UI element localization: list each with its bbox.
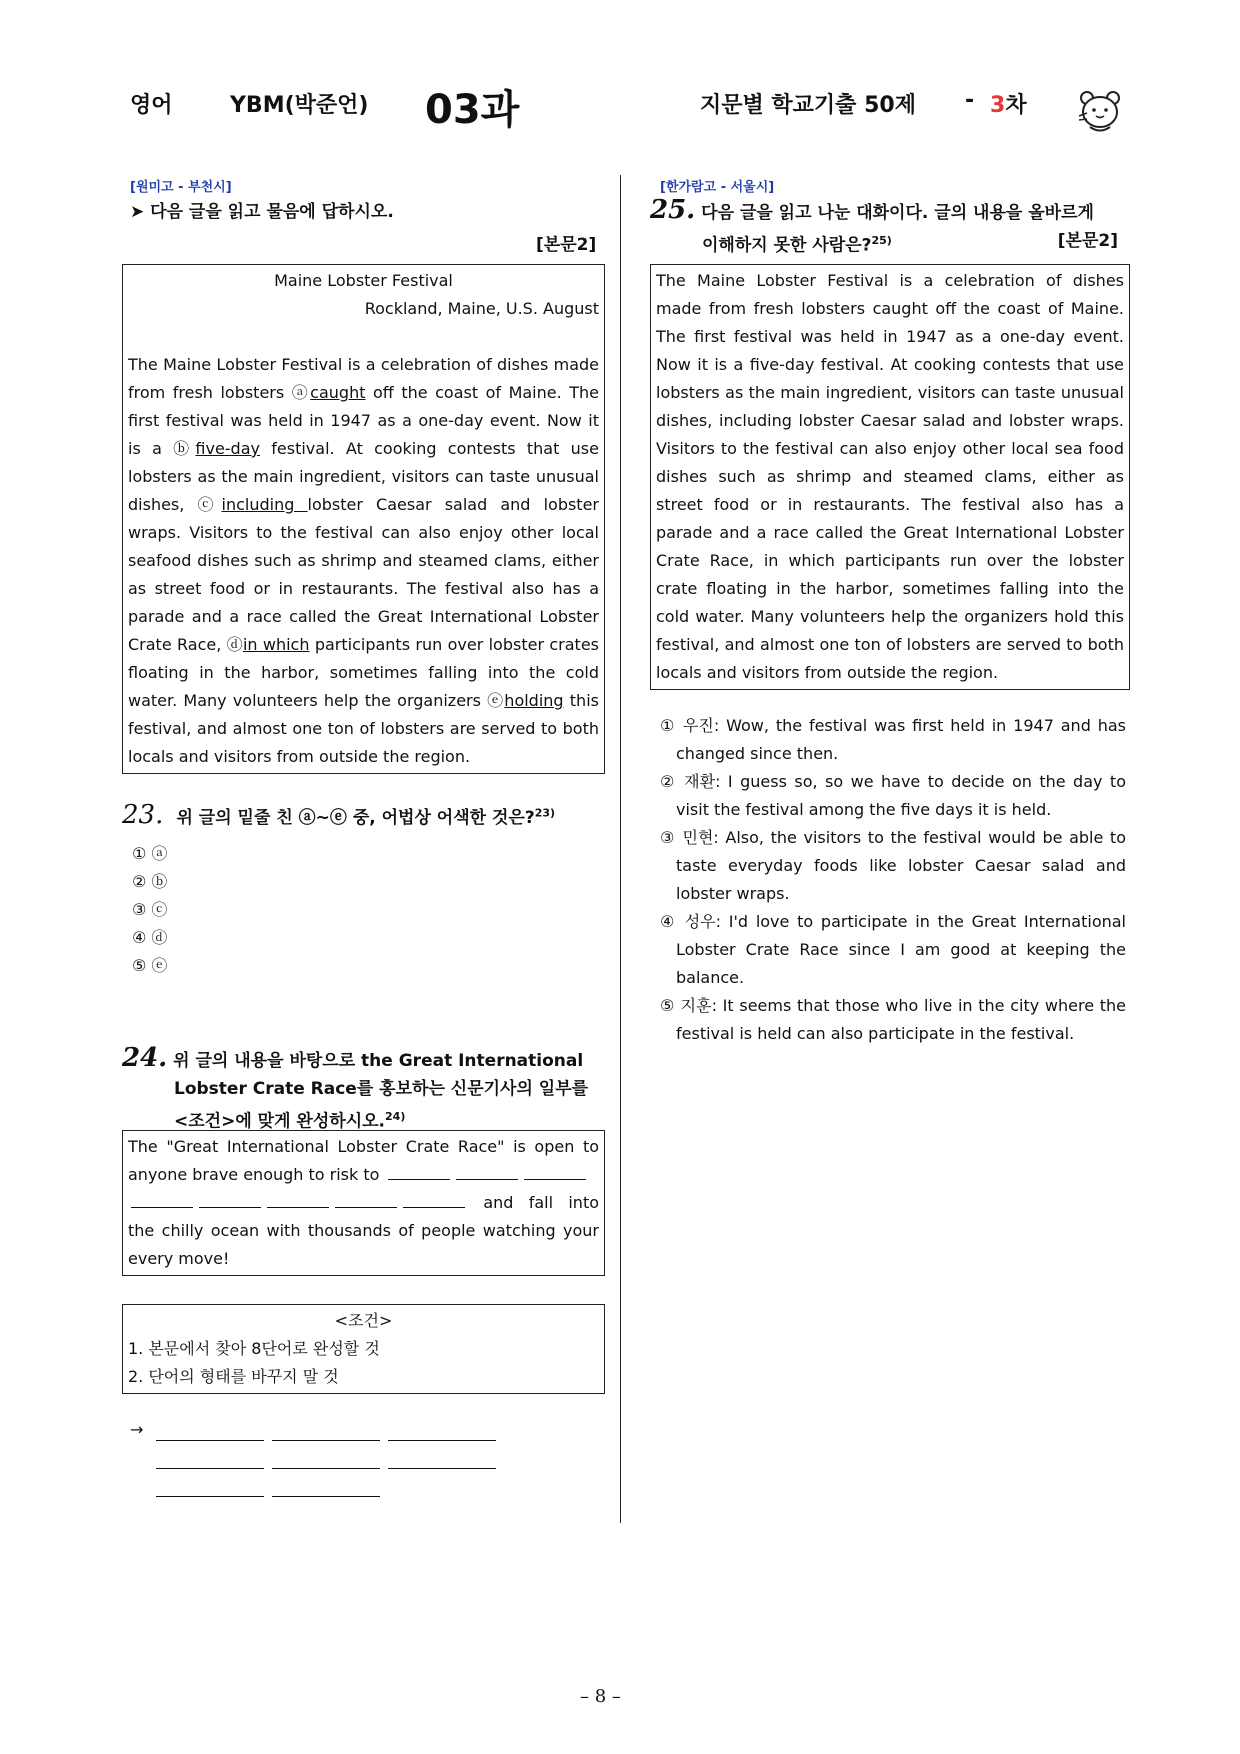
q25-option-2[interactable]: ② 재환: I guess so, so we have to decide on the day to visit the festival among the five days it is held. bbox=[660, 772, 1126, 819]
passage-body bbox=[128, 351, 599, 771]
blank-6[interactable] bbox=[267, 1193, 329, 1208]
condition-2: 2. 단어의 형태를 바꾸지 말 것 bbox=[128, 1367, 339, 1386]
q23-number: 23. bbox=[122, 800, 164, 830]
right-passage-box bbox=[650, 264, 1130, 690]
q25-option-3[interactable]: ③ 민현: Also, the visitors to the festival would be able to taste everyday foods like lobster Caesar salad and lobster wraps. bbox=[660, 828, 1126, 903]
answer-line-4[interactable] bbox=[156, 1452, 264, 1469]
conditions-title: <조건> bbox=[334, 1311, 393, 1330]
question-23 bbox=[122, 800, 555, 832]
blank-2[interactable] bbox=[456, 1165, 518, 1180]
subject-label: 영어 bbox=[130, 93, 173, 118]
q25-line-1 bbox=[650, 196, 1128, 227]
page-number: – 8 – bbox=[580, 1686, 621, 1707]
q24-article-box bbox=[122, 1130, 605, 1276]
underlined-c: including bbox=[221, 495, 308, 514]
q24-article-line-2 bbox=[128, 1189, 599, 1273]
right-passage-text: The Maine Lobster Festival is a celebration of dishes made from fresh lobsters caught off the coast of Maine. The first festival was held in 1947 as a one-day event. Now it is a five-day festival. At cooking contests that use lobsters as the main ingredient, visitors can taste unusual dishes, including lobster Caesar salad and lobster wraps. Visitors to the festival can also enjoy other local sea food dishes such as shrimp and steamed clams, either as street food or in restaurants. The festival also has a parade and a race called the Great International Lobster Crate Race, in which participants run over the lobster crate floating in the harbor, sometimes falling into the cold water. Many volunteers help the organizers hold this festival, and almost one ton of lobsters are served to both locals and visitors from outside the region. bbox=[656, 271, 1124, 682]
q24-conditions-box bbox=[122, 1304, 605, 1394]
answer-line-7[interactable] bbox=[156, 1480, 264, 1497]
q25-option-4[interactable]: ④ 성우: I'd love to participate in the Great International Lobster Crate Race since I am good at keeping the balance. bbox=[660, 912, 1126, 987]
q24-footnote: 24) bbox=[385, 1110, 406, 1123]
underlined-b: five-day bbox=[195, 439, 260, 458]
q24-answer-arrow: → bbox=[130, 1420, 144, 1439]
blank-5[interactable] bbox=[199, 1193, 261, 1208]
passage-text-3: festival. At cooking contests that use lobsters as the main ingredient, visitors can taste unusual dishes, bbox=[128, 439, 599, 514]
answer-line-2[interactable] bbox=[272, 1424, 380, 1441]
title-dash: - bbox=[965, 88, 975, 113]
lesson-title: 03과 bbox=[425, 87, 520, 133]
q25-option-1[interactable]: ① 우진: Wow, the festival was first held in 1947 and has changed since then. bbox=[660, 716, 1126, 763]
q23-text: 위 글의 밑줄 친 ⓐ~ⓔ 중, 어법상 어색한 것은? bbox=[176, 808, 535, 828]
mark-b: ⓑ bbox=[173, 439, 196, 458]
q24-text-2: Lobster Crate Race를 홍보하는 신문기사의 일부를 bbox=[174, 1079, 589, 1099]
q23-footnote: 23) bbox=[534, 806, 556, 820]
publisher-label: YBM(박준언) bbox=[230, 93, 369, 118]
answer-line-3[interactable] bbox=[388, 1424, 496, 1441]
round-number: 3 bbox=[990, 93, 1006, 118]
q23-choice-2[interactable]: ② ⓑ bbox=[132, 872, 168, 891]
answer-line-5[interactable] bbox=[272, 1452, 380, 1469]
column-divider bbox=[620, 175, 621, 1523]
condition-1: 1. 본문에서 찾아 8단어로 완성할 것 bbox=[128, 1339, 380, 1358]
mark-a: ⓐ bbox=[291, 383, 311, 402]
answer-line-6[interactable] bbox=[388, 1452, 496, 1469]
passage-text-2: off the coast of Maine. The first festival was held in 1947 as a one-day event. Now it is a bbox=[128, 383, 599, 458]
passage-place: Rockland, Maine, U.S. August bbox=[364, 299, 599, 318]
blank-1[interactable] bbox=[388, 1165, 450, 1180]
q23-choice-5[interactable]: ⑤ ⓔ bbox=[132, 956, 168, 975]
q25-tag: [본문2] bbox=[1057, 231, 1118, 251]
q25-text-2: 이해하지 못한 사람은? bbox=[702, 235, 872, 256]
q25-text-1: 다음 글을 읽고 나눈 대화이다. 글의 내용을 올바르게 bbox=[701, 203, 1094, 223]
round-suffix: 차 bbox=[1005, 93, 1027, 118]
round-label bbox=[990, 88, 1027, 119]
q24-article-line-1 bbox=[128, 1133, 599, 1189]
blank-7[interactable] bbox=[335, 1193, 397, 1208]
q24-answer-lines bbox=[156, 1424, 556, 1508]
question-24 bbox=[122, 1044, 607, 1136]
mark-d: ⓓ bbox=[226, 635, 243, 654]
mark-e: ⓔ bbox=[487, 691, 505, 710]
q23-choice-4[interactable]: ④ ⓓ bbox=[132, 928, 168, 947]
passage-text-6: this festival, and almost one ton of lobsters are served to both locals and visitors from outside the region. bbox=[128, 691, 599, 766]
passage-text-1: The Maine Lobster Festival is a celebration of dishes made from fresh lobsters bbox=[128, 355, 599, 402]
q23-choice-3[interactable]: ③ ⓒ bbox=[132, 900, 168, 919]
left-passage-tag: [본문2] bbox=[536, 235, 597, 255]
answer-line-8[interactable] bbox=[272, 1480, 380, 1497]
underlined-d: in which bbox=[242, 635, 310, 654]
q24-article-text-b: and fall into the chilly ocean with thousands of people watching your every move! bbox=[128, 1193, 599, 1268]
underlined-a: caught bbox=[310, 383, 366, 402]
passage-text-5: participants run over lobster crates floating in the harbor, sometimes falling into the cold water. Many volunteers help the organizers bbox=[128, 635, 600, 710]
q25-footnote: 25) bbox=[871, 234, 892, 247]
answer-line-1[interactable] bbox=[156, 1424, 264, 1441]
left-passage-box bbox=[122, 264, 605, 774]
left-instruction: ➤ 다음 글을 읽고 물음에 답하시오. bbox=[130, 202, 394, 222]
question-25 bbox=[650, 196, 1128, 260]
mark-c: ⓒ bbox=[197, 495, 222, 514]
q24-number: 24. bbox=[122, 1043, 168, 1073]
right-source-label: [한가람고 - 서울시] bbox=[660, 180, 775, 195]
q25-option-5[interactable]: ⑤ 지훈: It seems that those who live in the city where the festival is held can also participate in the festival. bbox=[660, 996, 1126, 1043]
q25-number: 25. bbox=[650, 195, 696, 225]
passage-text-4: lobster Caesar salad and lobster wraps. Visitors to the festival can also enjoy other local seafood dishes such as shrimp and steamed clams, either as street food or in restaurants. The festival also has a parade and a race called the Great International Lobster Crate Race, bbox=[128, 495, 599, 654]
blank-4[interactable] bbox=[131, 1193, 193, 1208]
left-source-label: [원미고 - 부천시] bbox=[130, 180, 232, 195]
q25-line-2 bbox=[650, 227, 1128, 260]
q24-text-3: <조건>에 맞게 완성하시오. bbox=[174, 1111, 386, 1132]
passage-title: Maine Lobster Festival bbox=[274, 271, 453, 290]
q23-choice-1[interactable]: ① ⓐ bbox=[132, 844, 168, 863]
worksheet-title: 지문별 학교기출 50제 bbox=[700, 93, 916, 118]
q24-text-1: 위 글의 내용을 바탕으로 the Great International bbox=[173, 1051, 584, 1071]
blank-8[interactable] bbox=[403, 1193, 465, 1208]
blank-3[interactable] bbox=[524, 1165, 586, 1180]
underlined-e: holding bbox=[504, 691, 564, 710]
q24-line-1 bbox=[122, 1044, 607, 1075]
q25-options bbox=[660, 712, 1126, 1048]
bear-mascot-icon bbox=[1075, 86, 1125, 140]
q24-article-text-a: The "Great International Lobster Crate Race" is open to anyone brave enough to risk to bbox=[128, 1137, 599, 1184]
passage-spacer bbox=[128, 323, 599, 351]
q23-choices bbox=[132, 840, 167, 980]
